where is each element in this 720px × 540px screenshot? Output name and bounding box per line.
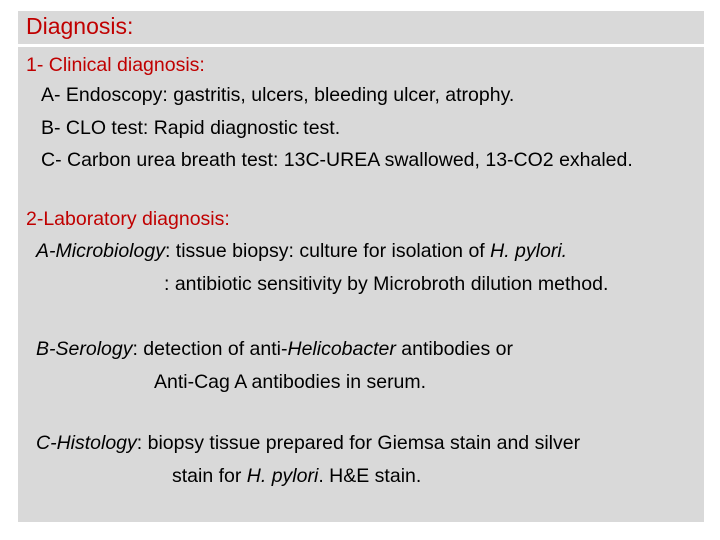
serology-line-2: Anti-Cag A antibodies in serum. [154, 371, 427, 393]
microbiology-label: A-Microbiology [36, 240, 165, 262]
serology-line-1 [36, 337, 513, 361]
microbiology-line-2: : antibiotic sensitivity by Microbroth dilution method. [164, 273, 609, 295]
clinical-item-endoscopy: A- Endoscopy: gastritis, ulcers, bleeding ulcer, atrophy. [41, 84, 515, 106]
histology-line-2 [172, 464, 421, 488]
histology-text-end: . H&E stain. [318, 465, 422, 487]
microbiology-text: : tissue biopsy: culture for isolation of [164, 240, 491, 262]
clinical-item-clo-test: B- CLO test: Rapid diagnostic test. [41, 117, 341, 139]
histology-label: C-Histology [36, 432, 137, 454]
serology-text: : detection of anti- [132, 338, 288, 360]
serology-label: B-Serology [36, 338, 133, 360]
content-box [18, 47, 704, 522]
slide-title: Diagnosis: [26, 13, 134, 39]
organism-name: H. pylori [246, 465, 319, 487]
histology-text-2: stain for [172, 465, 247, 487]
microbiology-line-1 [36, 239, 567, 263]
serology-text-end: antibodies or [395, 338, 513, 360]
lab-heading: 2-Laboratory diagnosis: [26, 208, 230, 230]
histology-text: : biopsy tissue prepared for Giemsa stain and silver [136, 432, 581, 454]
clinical-item-breath-test: C- Carbon urea breath test: 13C-UREA swallowed, 13-CO2 exhaled. [41, 149, 633, 171]
title-bar [18, 11, 704, 44]
organism-name: Helicobacter [287, 338, 396, 360]
clinical-heading: 1- Clinical diagnosis: [26, 54, 205, 76]
histology-line-1 [36, 431, 580, 455]
organism-name: H. pylori. [490, 240, 568, 262]
